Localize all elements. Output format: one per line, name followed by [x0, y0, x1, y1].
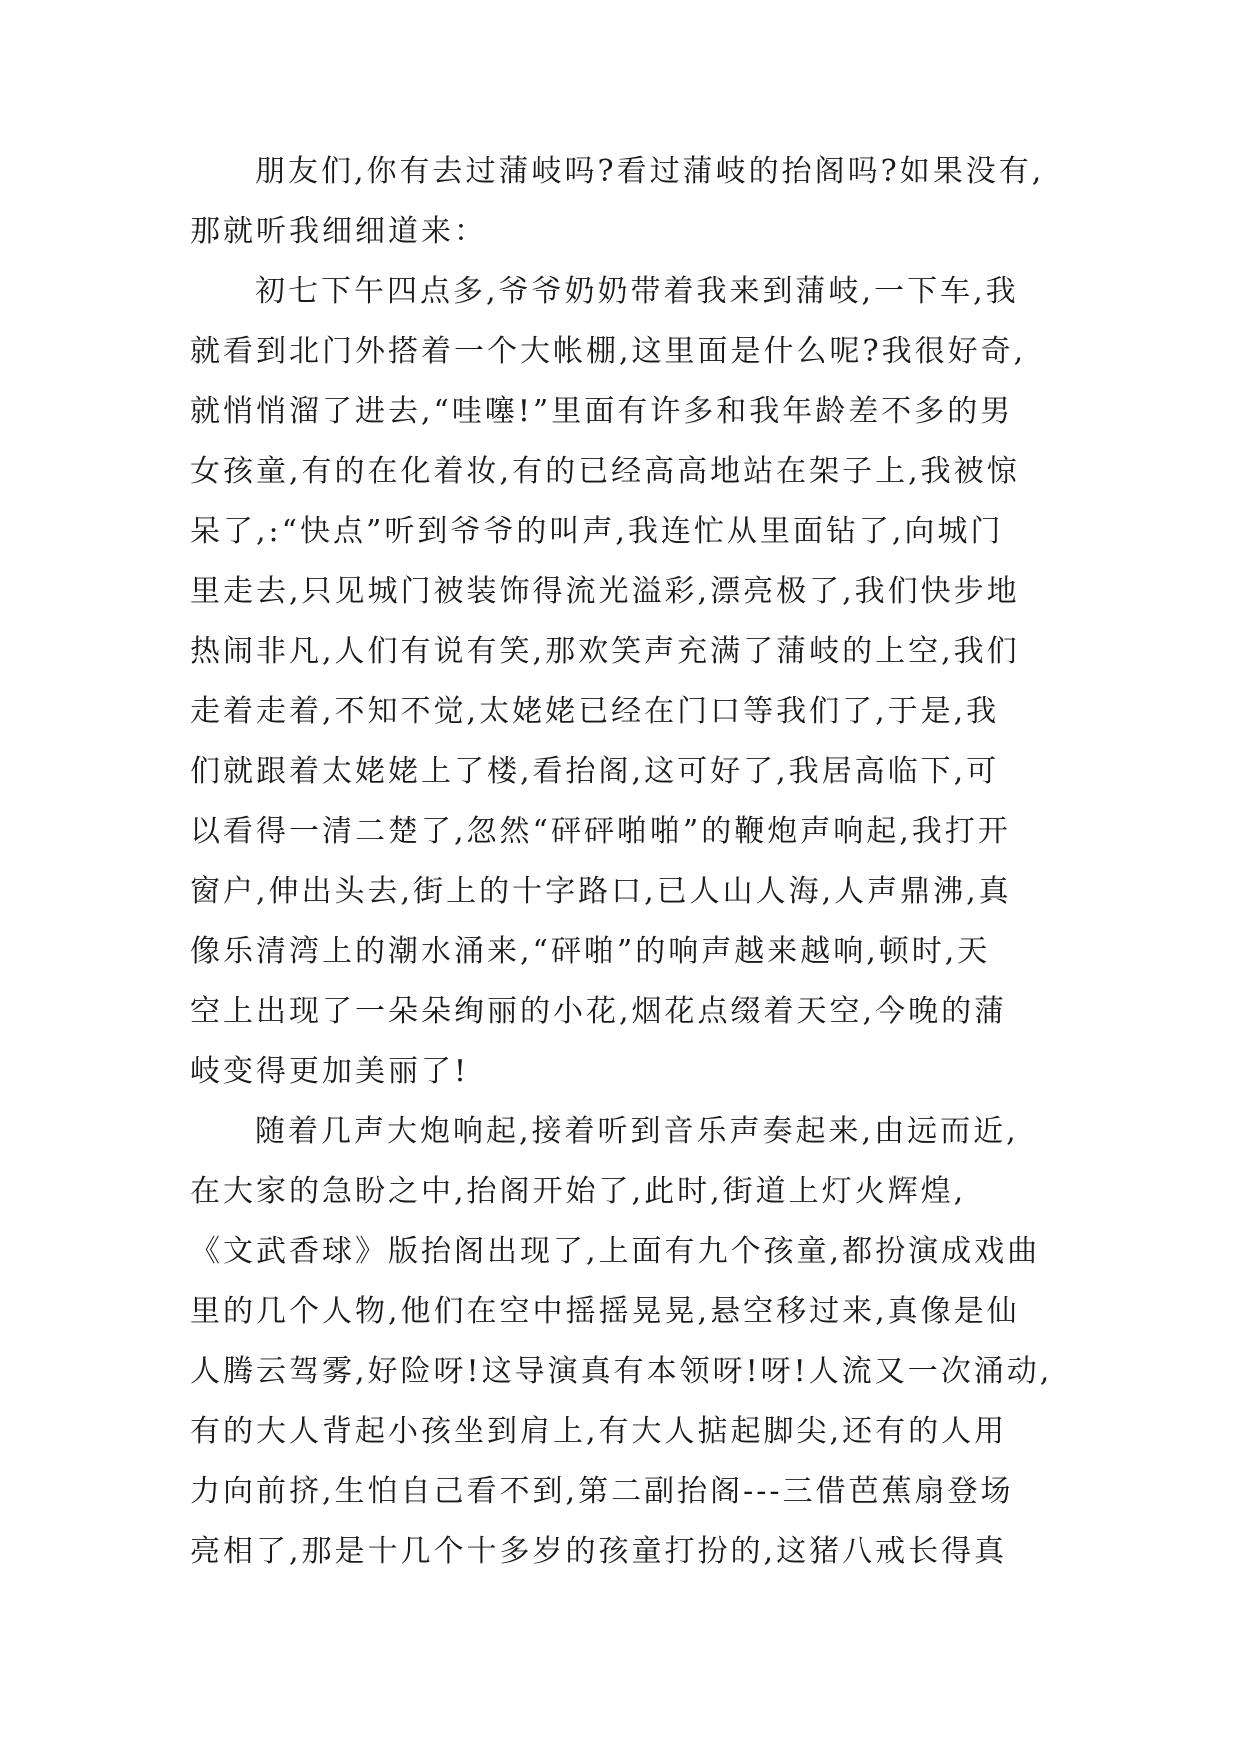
paragraph-2-line-11: 窗户,伸出头去,街上的十字路口,已人山人海,人声鼎沸,真 [190, 874, 1012, 909]
paragraph-1-line-2: 那就听我细细道来： [190, 214, 487, 249]
paragraph-2-line-14: 岐变得更加美丽了! [190, 1054, 470, 1089]
paragraph-2-line-3: 就悄悄溜了进去,“哇噻!”里面有许多和我年龄差不多的男 [190, 394, 1014, 429]
paragraph-2-line-5: 呆了,:“快点”听到爷爷的叫声,我连忙从里面钻了,向城门 [190, 514, 1004, 549]
paragraph-3-line-5: 人腾云驾雾,好险呀!这导演真有本领呀!呀!人流又一次涌动, [190, 1354, 1053, 1389]
paragraph-2-line-13: 空上出现了一朵朵绚丽的小花,烟花点缀着天空,今晚的蒲 [190, 994, 1008, 1029]
paragraph-3-line-2: 在大家的急盼之中,抬阁开始了,此时,街道上灯火辉煌, [190, 1174, 967, 1209]
paragraph-3-line-8: 亮相了,那是十几个十多岁的孩童打扮的,这猪八戒长得真 [190, 1534, 1008, 1569]
paragraph-3-line-3: 《文武香球》版抬阁出现了,上面有九个孩童,都扮演成戏曲 [190, 1234, 1041, 1269]
paragraph-3-line-4: 里的几个人物,他们在空中摇摇晃晃,悬空移过来,真像是仙 [190, 1294, 1020, 1329]
paragraph-3-line-7: 力向前挤,生怕自己看不到,第二副抬阁---三借芭蕉扇登场 [190, 1474, 1014, 1509]
paragraph-2-line-12: 像乐清湾上的潮水涌来,“砰啪”的响声越来越响,顿时,天 [190, 934, 991, 969]
paragraph-2-line-6: 里走去,只见城门被装饰得流光溢彩,漂亮极了,我们快步地 [190, 574, 1020, 609]
paragraph-3-line-1: 随着几声大炮响起,接着听到音乐声奏起来,由远而近, [255, 1114, 1019, 1149]
paragraph-2-line-10: 以看得一清二楚了,忽然“砰砰啪啪”的鞭炮声响起,我打开 [190, 814, 1011, 849]
paragraph-2-line-2: 就看到北门外搭着一个大帐棚,这里面是什么呢?我很好奇, [190, 334, 1027, 369]
paragraph-2-line-4: 女孩童,有的在化着妆,有的已经高高地站在架子上,我被惊 [190, 454, 1020, 489]
paragraph-2-line-7: 热闹非凡,人们有说有笑,那欢笑声充满了蒲岐的上空,我们 [190, 634, 1020, 669]
paragraph-2-line-1: 初七下午四点多,爷爷奶奶带着我来到蒲岐,一下车,我 [255, 274, 1019, 309]
paragraph-3-line-6: 有的大人背起小孩坐到肩上,有大人掂起脚尖,还有的人用 [190, 1414, 1008, 1449]
paragraph-2-line-8: 走着走着,不知不觉,太姥姥已经在门口等我们了,于是,我 [190, 694, 1000, 729]
paragraph-1-line-1: 朋友们,你有去过蒲岐吗?看过蒲岐的抬阁吗?如果没有, [255, 154, 1045, 189]
paragraph-2-line-9: 们就跟着太姥姥上了楼,看抬阁,这可好了,我居高临下,可 [190, 754, 1000, 789]
